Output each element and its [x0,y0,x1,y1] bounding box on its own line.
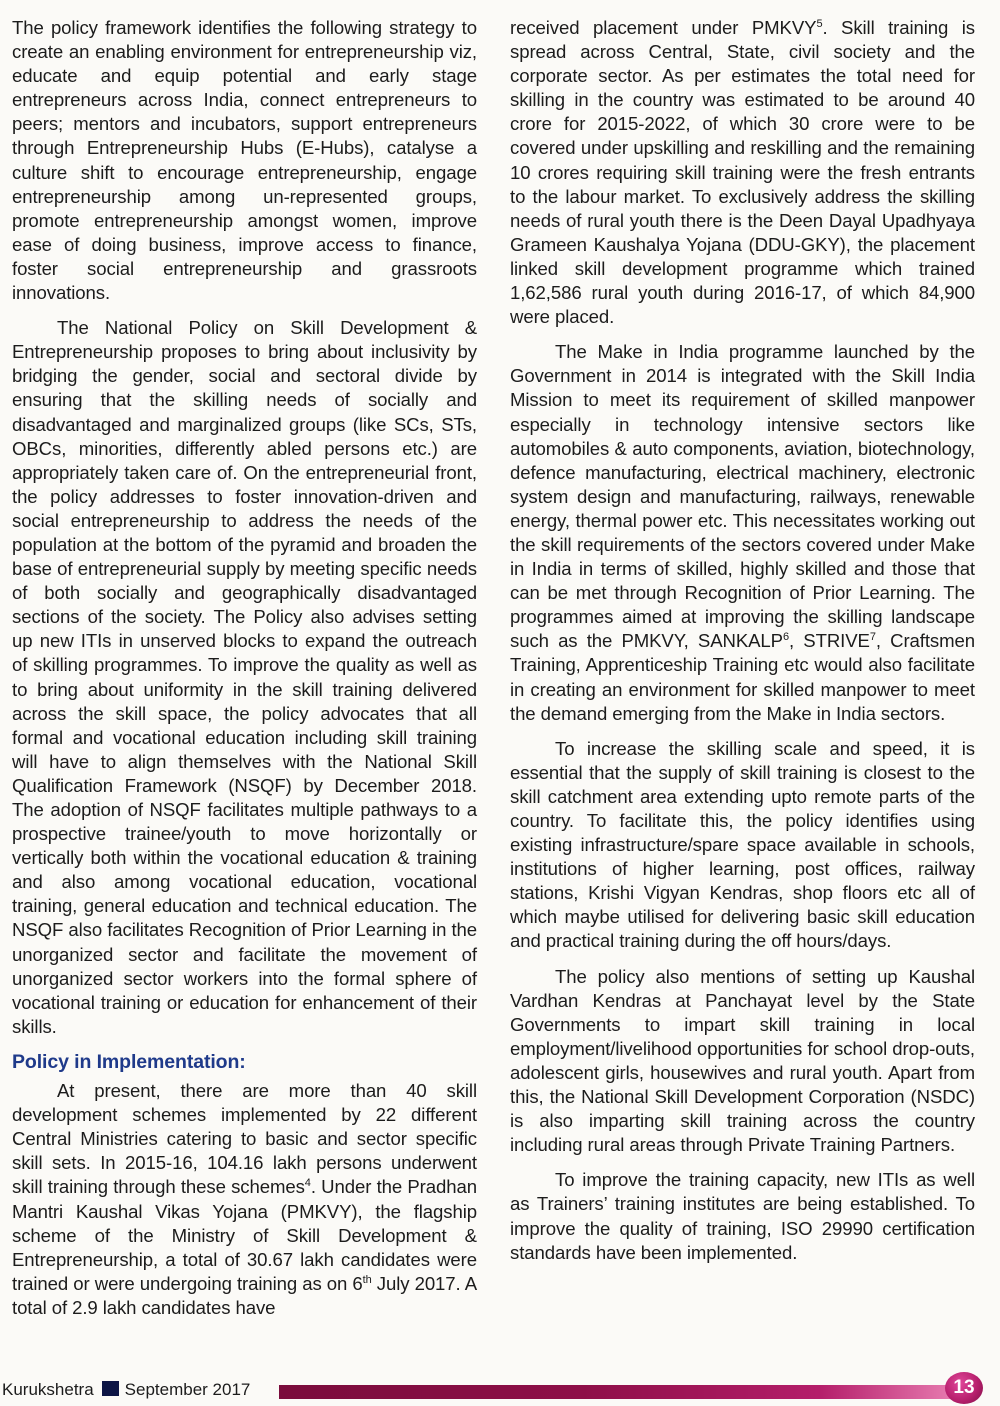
square-separator-icon [102,1381,119,1396]
page-number-badge: 13 [945,1372,983,1404]
text-span: . Skill training is spread across Central, State, civil society and the corporate sector. As per estimates the total need for skilling in the country was estimated to be around 40 crore for 2015-2022, of which 30 crore were to be covered under upskilling and reskilling and the remaining 10 crores requiring skill training were the fresh entrants to the labour market. To exclusively address the skilling needs of rural youth there is the Deen Dayal Upadhyaya Grameen Kaushalya Yojana (DDU-GKY), the placement linked skill development programme which trained 1,62,586 rural youth during 2016-17, of which 84,900 were placed. [510,17,975,328]
paragraph-policy-framework: The policy framework identifies the following strategy to create an enabling environment for entrepreneurship viz, educate and equip potential and early stage entrepreneurs across India, connect entrepreneurs to peers; mentors and incubators, support entrepreneurs through Entrepreneurship Hubs (E-Hubs), catalyse a culture shift to encourage entrepreneurship, engage entrepreneurship among un-represented groups, promote entrepreneurship amongst women, improve ease of doing business, improve access to finance, foster social entrepreneurship and grassroots innovations. [12,17,477,304]
footer-decorative-bar [279,1385,954,1399]
magazine-name: Kurukshetra [2,1380,94,1399]
footer-credit [2,1380,250,1400]
text-span: received placement under PMKVY [510,17,817,38]
text-span: July 2017. A total of 2.9 lakh candidates have [12,1272,478,1318]
footnote-ref: 4 [304,1177,311,1190]
left-column [12,16,477,1331]
ordinal-suffix: th [362,1273,372,1286]
paragraph-kaushal-vardhan: The policy also mentions of setting up Kaushal Vardhan Kendras at Panchayat level by the State Governments to impart skill training in local employment/livelihood opportunities for school drop-outs, adolescent girls, housewives and rural youth. Apart from this, the National Skill Development Corporation (NSDC) is also imparting skill training across the country including rural areas through Private Training Partners. [510,965,975,1156]
text-span: . Under the Pradhan Mantri Kaushal Vikas Yojana (PMKVY), the flagship scheme of the Ministry of Skill Development & Entrepreneurship, a total of 30.67 lakh candidates were trained or were undergoing training as on 6 [12,1176,477,1294]
page-footer [0,1378,1000,1406]
footnote-ref: 7 [869,631,876,644]
text-span: , STRIVE [789,630,870,652]
paragraph-continuation [510,16,975,329]
text-span: The Make in India programme launched by the Government in 2014 is integrated with the Skill India Mission to meet its requirement of skilled manpower especially in technology intensive sectors like automobiles & auto components, aviation, biotechnology, defence manufacturing, electrical machinery, electronic system design and manufacturing, railways, renewable energy, thermal power etc. This necessitates working out the skill requirements of the sectors covered under Make in India in terms of skilled, highly skilled and those that can be met through Recognition of Prior Learning. The programmes aimed at improving the skilling landscape such as the PMKVY, SANKALP [510,341,975,652]
section-heading-policy-implementation: Policy in Implementation: [12,1050,246,1073]
paragraph-national-policy: The National Policy on Skill Development & Entrepreneurship proposes to bring about inclusivity by bridging the gender, social and sectoral divide by ensuring that the skilling needs of socially and disadvantaged and marginalized groups (like SCs, STs, OBCs, minorities, differently abled persons etc.) are appropriately taken care of. On the entrepreneurial front, the policy addresses to foster innovation-driven and social entrepreneurship to address the needs of the population at the bottom of the pyramid and broaden the base of entrepreneurial supply by meeting specific needs of both socially and geographically disadvantaged sections of the society. The Policy also advises setting up new ITIs in unserved blocks to expand the outreach of skilling programmes. To improve the quality as well as to bring about uniformity in the skill training delivered across the skill space, the policy advocates that all formal and vocational education including skill training will have to align themselves with the National Skill Qualification Framework (NSQF) by December 2018. The adoption of NSQF facilitates multiple pathways to a prospective trainee/youth to move horizontally or vertically both within the vocational education & training and also among vocational education, vocational training, general education and technical education. The NSQF also facilitates Recognition of Prior Learning in the unorganized sector and facilitate the movement of unorganized sector workers into the formal sphere of vocational training or education for enhancement of their skills. [12,317,477,1037]
paragraph-make-in-india [510,340,975,726]
footnote-ref: 5 [816,17,823,30]
issue-date: September 2017 [124,1380,251,1399]
paragraph-implementation [12,1079,477,1320]
paragraph-skilling-scale: To increase the skilling scale and speed, it is essential that the supply of skill training is closest to the skill catchment area extending upto remote parts of the country. To facilitate this, the policy identifies using existing infrastructure/spare space available in schools, institutions of higher learning, post offices, railway stations, Krishi Vigyan Kendras, shop floors etc all of which maybe utilised for delivering basic skill education and practical training during the off hours/days. [510,737,975,952]
footnote-ref: 6 [782,631,790,644]
text-span: , Craftsmen Training, Apprenticeship Training etc would also facilitate in creating an environment for skilled manpower to meet the demand emerging from the Make in India sectors. [510,630,975,724]
paragraph-training-capacity: To improve the training capacity, new ITIs as well as Trainers’ training institutes are being established. To improve the quality of training, ISO 29990 certification standards have been implemented. [510,1169,975,1263]
right-column [510,16,975,1276]
text-span: At present, there are more than 40 skill development schemes implemented by 22 different Central Ministries catering to basic and sector specific skill sets. In 2015-16, 104.16 lakh persons underwent skill training through these schemes [12,1080,477,1198]
